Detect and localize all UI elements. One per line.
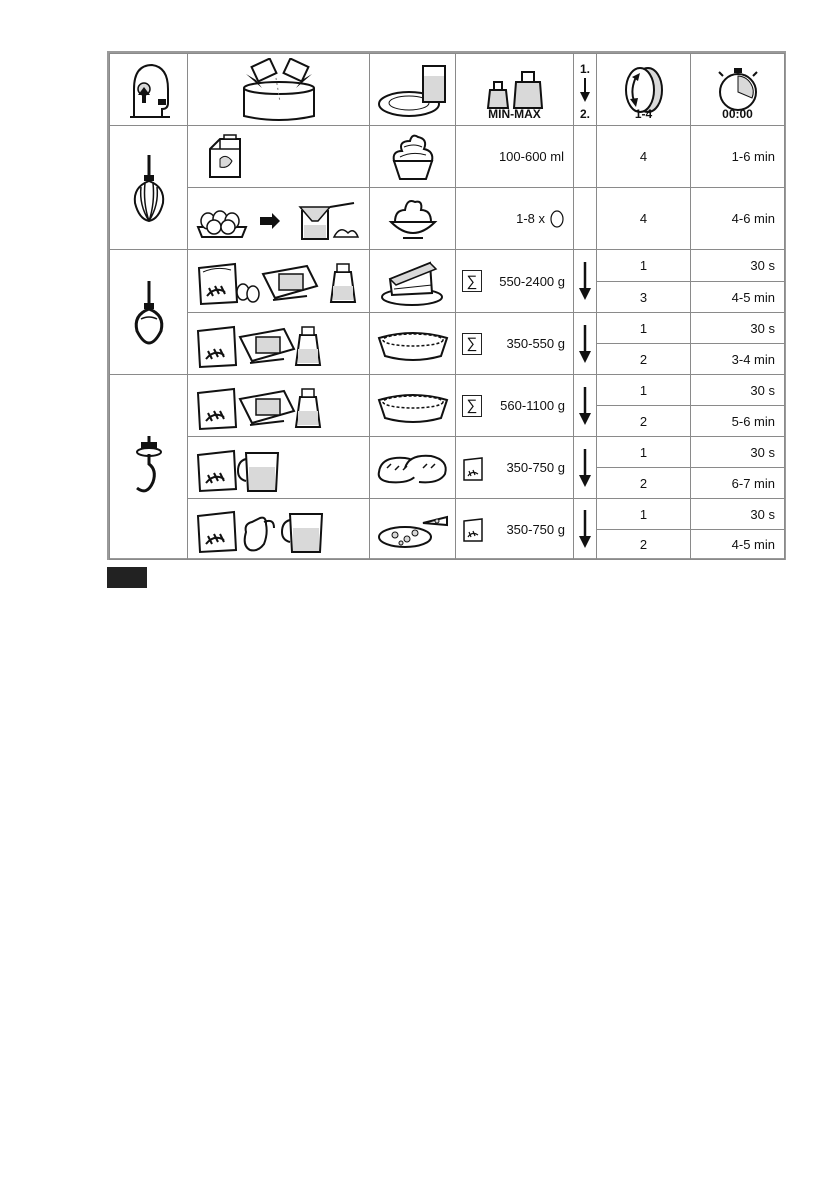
- table-row: [110, 313, 785, 344]
- header-time-cell: [691, 54, 785, 126]
- amount-cell: [456, 437, 574, 499]
- time-cell: [691, 375, 785, 406]
- table-row: [110, 126, 785, 188]
- amount-value: 350-750 g: [506, 521, 565, 537]
- order-second-label: 2.: [579, 107, 590, 121]
- time-value: 6-7 min: [731, 475, 775, 491]
- speed-value: 1: [639, 382, 648, 398]
- eggs-to-separator-icon: [194, 197, 364, 241]
- speed-cell: [597, 250, 691, 282]
- ingredients-cell: [188, 188, 370, 250]
- speed-value: 4: [639, 149, 648, 164]
- header-mixer-cell: [110, 54, 188, 126]
- amount-cell: [456, 313, 574, 375]
- order-cell: [574, 250, 597, 313]
- order-cell: [574, 499, 597, 560]
- timer-icon: [715, 67, 761, 113]
- header-order-cell: [574, 54, 597, 126]
- table-row: [110, 437, 785, 468]
- speed-value: 3: [639, 289, 648, 305]
- sum-icon: ∑: [462, 395, 482, 417]
- sum-icon: ∑: [462, 270, 482, 292]
- header-speed-cell: [597, 54, 691, 126]
- order-arrow-icon: [579, 262, 591, 300]
- header-ingredients-cell: [188, 54, 370, 126]
- table-row: [110, 250, 785, 282]
- add-ingredients-icon: [224, 58, 334, 122]
- time-cell: [691, 188, 785, 250]
- speed-cell: [597, 344, 691, 375]
- amount-value: 350-750 g: [506, 460, 565, 475]
- speed-range-label: 1-4: [634, 107, 653, 121]
- result-cell: [370, 437, 456, 499]
- speed-value: 2: [639, 537, 648, 552]
- order-cell: [574, 375, 597, 437]
- tart-base-icon: [375, 386, 451, 426]
- time-cell: [691, 468, 785, 499]
- time-value: 5-6 min: [731, 413, 775, 429]
- cake-slice-icon: [378, 255, 448, 307]
- amount-value: 1-8 x: [516, 211, 545, 226]
- result-cell: [370, 126, 456, 188]
- time-value: 4-5 min: [731, 289, 775, 305]
- amount-cell: [456, 375, 574, 437]
- speed-value: 1: [639, 320, 648, 336]
- speed-value: 4: [639, 211, 648, 226]
- result-cell: [370, 188, 456, 250]
- order-arrow-icon: [579, 387, 591, 425]
- time-cell: [691, 530, 785, 560]
- pizza-icon: [375, 509, 451, 549]
- speed-cell: [597, 188, 691, 250]
- flour-water-icon: [194, 443, 284, 493]
- tart-base-icon: [375, 324, 451, 364]
- dough-hook-icon: [129, 434, 169, 500]
- order-arrow-icon: [579, 449, 591, 487]
- result-cell: [370, 313, 456, 375]
- speed-cell: [597, 282, 691, 313]
- time-value: 30 s: [750, 320, 775, 336]
- time-cell: [691, 250, 785, 282]
- bread-loaves-icon: [375, 448, 451, 488]
- amount-value: 550-2400 g: [499, 273, 565, 289]
- time-value: 30 s: [750, 506, 775, 522]
- result-cell: [370, 499, 456, 560]
- time-cell: [691, 499, 785, 530]
- time-value: 4-5 min: [731, 537, 775, 552]
- speed-value: 1: [639, 506, 648, 522]
- tool-cell: [110, 126, 188, 250]
- whipped-cream-icon: [386, 131, 440, 183]
- time-cell: [691, 437, 785, 468]
- flour-eggs-butter-sugar-icon: [195, 256, 363, 306]
- result-cell: [370, 250, 456, 313]
- tool-cell: [110, 375, 188, 560]
- header-row: [110, 54, 785, 126]
- ingredients-cell: [188, 375, 370, 437]
- time-cell: [691, 313, 785, 344]
- speed-value: 2: [639, 413, 648, 429]
- plate-and-glass-icon: [375, 60, 451, 120]
- speed-cell: [597, 375, 691, 406]
- flour-butter-sugar-icon: [194, 381, 324, 431]
- result-cell: [370, 375, 456, 437]
- time-value: 30 s: [750, 382, 775, 398]
- mixer-unit-icon: [124, 59, 174, 121]
- table-row: [110, 499, 785, 530]
- flour-butter-sugar-icon: [194, 319, 324, 369]
- beaten-egg-white-icon: [385, 194, 441, 244]
- speed-cell: [597, 530, 691, 560]
- flour-oil-water-icon: [194, 504, 328, 554]
- speed-cell: [597, 437, 691, 468]
- amount-cell: [456, 126, 574, 188]
- tool-cell: [110, 250, 188, 375]
- ingredients-cell: [188, 437, 370, 499]
- weights-icon: [480, 68, 550, 112]
- language-tab-marker: [107, 567, 147, 588]
- sum-icon: ∑: [462, 333, 482, 355]
- header-weight-cell: [456, 54, 574, 126]
- speed-cell: [597, 313, 691, 344]
- order-arrow-icon: [580, 78, 590, 102]
- amount-cell: [456, 250, 574, 313]
- time-value: 3-4 min: [731, 351, 775, 367]
- amount-value: 100-600 ml: [498, 149, 564, 164]
- speed-value: 1: [639, 444, 648, 460]
- order-arrow-icon: [579, 325, 591, 363]
- table-row: [110, 375, 785, 406]
- speed-value: 2: [639, 351, 648, 367]
- order-cell: [574, 313, 597, 375]
- speed-cell: [597, 468, 691, 499]
- table-row: [110, 188, 785, 250]
- time-cell: [691, 406, 785, 437]
- time-cell: [691, 344, 785, 375]
- order-cell: [574, 188, 597, 250]
- amount-value: 350-550 g: [506, 336, 565, 351]
- order-first-label: 1.: [579, 62, 590, 76]
- speed-cell: [597, 406, 691, 437]
- whisk-icon: [129, 153, 169, 223]
- weight-range-label: MIN-MAX: [488, 107, 541, 121]
- time-value: 4-6 min: [731, 211, 775, 226]
- ingredients-cell: [188, 126, 370, 188]
- time-format-label: 00:00: [722, 107, 753, 121]
- amount-value: 560-1100 g: [500, 398, 565, 413]
- order-cell: [574, 126, 597, 188]
- amount-cell: [456, 499, 574, 560]
- amount-cell: [456, 188, 574, 250]
- time-value: 1-6 min: [731, 149, 775, 164]
- flour-bag-icon: [462, 454, 484, 482]
- flour-bag-icon: [462, 515, 484, 543]
- egg-symbol-icon: [550, 210, 564, 228]
- time-value: 30 s: [750, 258, 775, 273]
- time-cell: [691, 282, 785, 313]
- usage-table-frame: [107, 51, 786, 560]
- ingredients-cell: [188, 499, 370, 560]
- ingredients-cell: [188, 250, 370, 313]
- milk-carton-icon: [206, 133, 244, 181]
- speed-value: 2: [639, 475, 648, 491]
- ingredients-cell: [188, 313, 370, 375]
- usage-table: [109, 53, 785, 560]
- order-arrow-icon: [579, 510, 591, 548]
- speed-value: 1: [639, 258, 648, 273]
- time-value: 30 s: [750, 444, 775, 460]
- order-cell: [574, 437, 597, 499]
- speed-cell: [597, 126, 691, 188]
- header-result-cell: [370, 54, 456, 126]
- time-cell: [691, 126, 785, 188]
- speed-cell: [597, 499, 691, 530]
- stirring-whisk-icon: [129, 279, 169, 345]
